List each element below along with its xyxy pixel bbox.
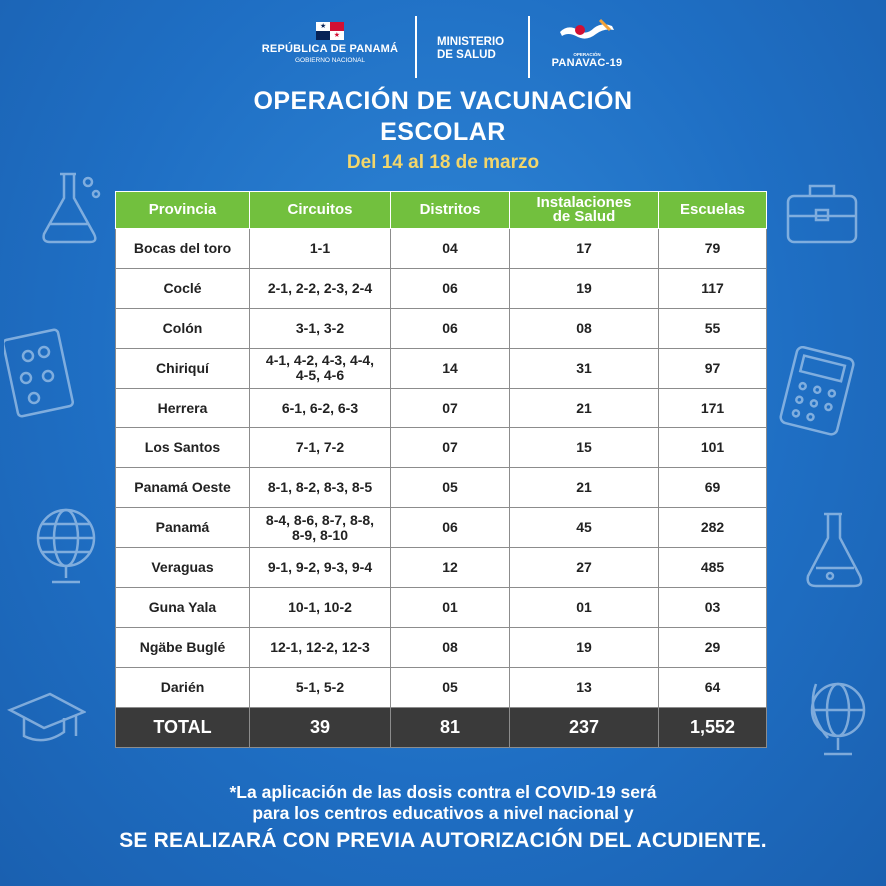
header-distritos: Distritos (391, 192, 510, 229)
graduation-cap-icon (6, 680, 86, 750)
cell-circuitos-line1: 2-1, 2-2, 2-3, 2-4 (267, 279, 373, 296)
cell-distritos: 07 (391, 428, 510, 468)
title-line2: ESCOLAR (380, 118, 506, 146)
cell-escuelas: 29 (659, 627, 767, 667)
republic-name: REPÚBLICA DE PANAMÁ (261, 43, 399, 55)
cell-escuelas: 69 (659, 468, 767, 508)
cell-escuelas: 55 (659, 308, 767, 348)
cell-circuitos-line1: 12-1, 12-2, 12-3 (270, 638, 370, 655)
cell-escuelas: 64 (659, 667, 767, 707)
total-label: TOTAL (116, 707, 250, 747)
table-row (116, 667, 767, 707)
globe-icon (798, 672, 878, 762)
cell-circuitos (250, 388, 391, 428)
cell-circuitos-line1: 8-1, 8-2, 8-3, 8-5 (267, 479, 373, 496)
cell-distritos: 12 (391, 548, 510, 588)
footnote-line2: para los centros educativos a nivel nacional y (252, 803, 634, 823)
cell-distritos: 01 (391, 588, 510, 628)
cell-provincia: Panamá Oeste (116, 468, 250, 508)
cell-circuitos (250, 588, 391, 628)
cell-circuitos (250, 627, 391, 667)
footnote-line3: SE REALIZARÁ CON PREVIA AUTORIZACIÓN DEL ACUDIENTE. (119, 829, 767, 852)
cell-provincia: Panamá (116, 508, 250, 548)
cell-instalaciones: 17 (510, 229, 659, 269)
cell-instalaciones: 13 (510, 667, 659, 707)
vaccination-table (115, 191, 767, 748)
flask-icon (800, 508, 870, 593)
cell-circuitos (250, 468, 391, 508)
cell-provincia: Guna Yala (116, 588, 250, 628)
cell-instalaciones: 19 (510, 627, 659, 667)
flask-icon (36, 168, 106, 248)
cell-circuitos (250, 548, 391, 588)
cell-instalaciones: 01 (510, 588, 659, 628)
cell-circuitos-line1: 9-1, 9-2, 9-3, 9-4 (267, 559, 373, 576)
cell-circuitos-line1: 5-1, 5-2 (295, 678, 345, 695)
cell-distritos: 05 (391, 667, 510, 707)
header-escuelas: Escuelas (659, 192, 767, 229)
cell-provincia: Colón (116, 308, 250, 348)
table-row (116, 348, 767, 388)
government-label: GOBIERNO NACIONAL (294, 57, 366, 64)
globe-icon (30, 500, 104, 590)
cell-circuitos-line2: 8-9, 8-10 (291, 526, 349, 543)
total-distritos: 81 (391, 707, 510, 747)
cell-provincia: Darién (116, 667, 250, 707)
footnote (0, 782, 886, 855)
table-row (116, 428, 767, 468)
header-provincia: Provincia (116, 192, 250, 229)
table-row (116, 388, 767, 428)
cell-provincia: Los Santos (116, 428, 250, 468)
cell-distritos: 06 (391, 308, 510, 348)
cell-escuelas: 485 (659, 548, 767, 588)
table-row (116, 468, 767, 508)
cell-distritos: 04 (391, 229, 510, 269)
cell-escuelas: 282 (659, 508, 767, 548)
total-row (116, 707, 767, 747)
briefcase-icon (782, 178, 862, 248)
ministry-line2: DE SALUD (437, 49, 496, 61)
cell-escuelas: 101 (659, 428, 767, 468)
cell-instalaciones: 27 (510, 548, 659, 588)
table-row (116, 548, 767, 588)
cell-provincia: Bocas del toro (116, 229, 250, 269)
abacus-icon (4, 328, 74, 418)
total-circuitos: 39 (250, 707, 391, 747)
table-header-row (116, 192, 767, 229)
cell-escuelas: 03 (659, 588, 767, 628)
cell-circuitos-line1: 3-1, 3-2 (295, 319, 345, 336)
footnote-line1: *La aplicación de las dosis contra el COVID-19 será (229, 782, 657, 802)
cell-escuelas: 171 (659, 388, 767, 428)
cell-circuitos (250, 667, 391, 707)
panavac-logo (545, 18, 629, 69)
header-circuitos: Circuitos (250, 192, 391, 229)
cell-circuitos-line1: 8-4, 8-6, 8-7, 8-8, (265, 511, 375, 528)
cell-instalaciones: 21 (510, 388, 659, 428)
panama-map-icon (556, 18, 618, 46)
republica-logo (255, 22, 405, 64)
table-row (116, 229, 767, 269)
table-row (116, 308, 767, 348)
cell-instalaciones: 45 (510, 508, 659, 548)
table-row (116, 588, 767, 628)
cell-instalaciones: 15 (510, 428, 659, 468)
cell-provincia: Veraguas (116, 548, 250, 588)
cell-distritos: 06 (391, 268, 510, 308)
cell-distritos: 14 (391, 348, 510, 388)
title-line1: OPERACIÓN DE VACUNACIÓN (253, 87, 633, 115)
calculator-icon (778, 346, 858, 436)
cell-circuitos (250, 308, 391, 348)
cell-distritos: 07 (391, 388, 510, 428)
table-row (116, 268, 767, 308)
divider (415, 16, 417, 78)
header-logos (0, 14, 886, 82)
header-instalaciones (510, 192, 659, 229)
page-title (0, 86, 886, 148)
cell-instalaciones: 21 (510, 468, 659, 508)
ministry-logo (437, 36, 504, 62)
cell-distritos: 08 (391, 627, 510, 667)
cell-instalaciones: 31 (510, 348, 659, 388)
cell-distritos: 06 (391, 508, 510, 548)
cell-instalaciones: 08 (510, 308, 659, 348)
panama-flag-icon: ★ ★ (316, 22, 344, 40)
total-instalaciones: 237 (510, 707, 659, 747)
header-instalaciones-line1: Instalaciones (536, 194, 632, 211)
cell-instalaciones: 19 (510, 268, 659, 308)
cell-circuitos-line1: 1-1 (309, 239, 331, 256)
cell-escuelas: 97 (659, 348, 767, 388)
cell-circuitos-line1: 4-1, 4-2, 4-3, 4-4, (265, 352, 375, 369)
divider (528, 16, 530, 78)
header-instalaciones-line2: de Salud (552, 208, 616, 225)
cell-circuitos (250, 348, 391, 388)
cell-escuelas: 79 (659, 229, 767, 269)
cell-circuitos (250, 508, 391, 548)
cell-circuitos-line1: 7-1, 7-2 (295, 439, 345, 456)
table-row (116, 508, 767, 548)
cell-circuitos (250, 268, 391, 308)
date-range: Del 14 al 18 de marzo (346, 152, 540, 173)
program-small-label: OPERACIÓN (573, 52, 601, 57)
cell-circuitos-line2: 4-5, 4-6 (295, 367, 345, 384)
cell-provincia: Coclé (116, 268, 250, 308)
cell-provincia: Herrera (116, 388, 250, 428)
cell-provincia: Ngäbe Buglé (116, 627, 250, 667)
total-escuelas: 1,552 (659, 707, 767, 747)
program-name: PANAVAC-19 (551, 57, 623, 69)
ministry-line1: MINISTERIO (437, 36, 505, 48)
cell-distritos: 05 (391, 468, 510, 508)
table-row (116, 627, 767, 667)
cell-circuitos-line1: 6-1, 6-2, 6-3 (281, 399, 359, 416)
cell-circuitos (250, 428, 391, 468)
cell-provincia: Chiriquí (116, 348, 250, 388)
cell-circuitos-line1: 10-1, 10-2 (288, 598, 352, 615)
cell-escuelas: 117 (659, 268, 767, 308)
cell-circuitos (250, 229, 391, 269)
